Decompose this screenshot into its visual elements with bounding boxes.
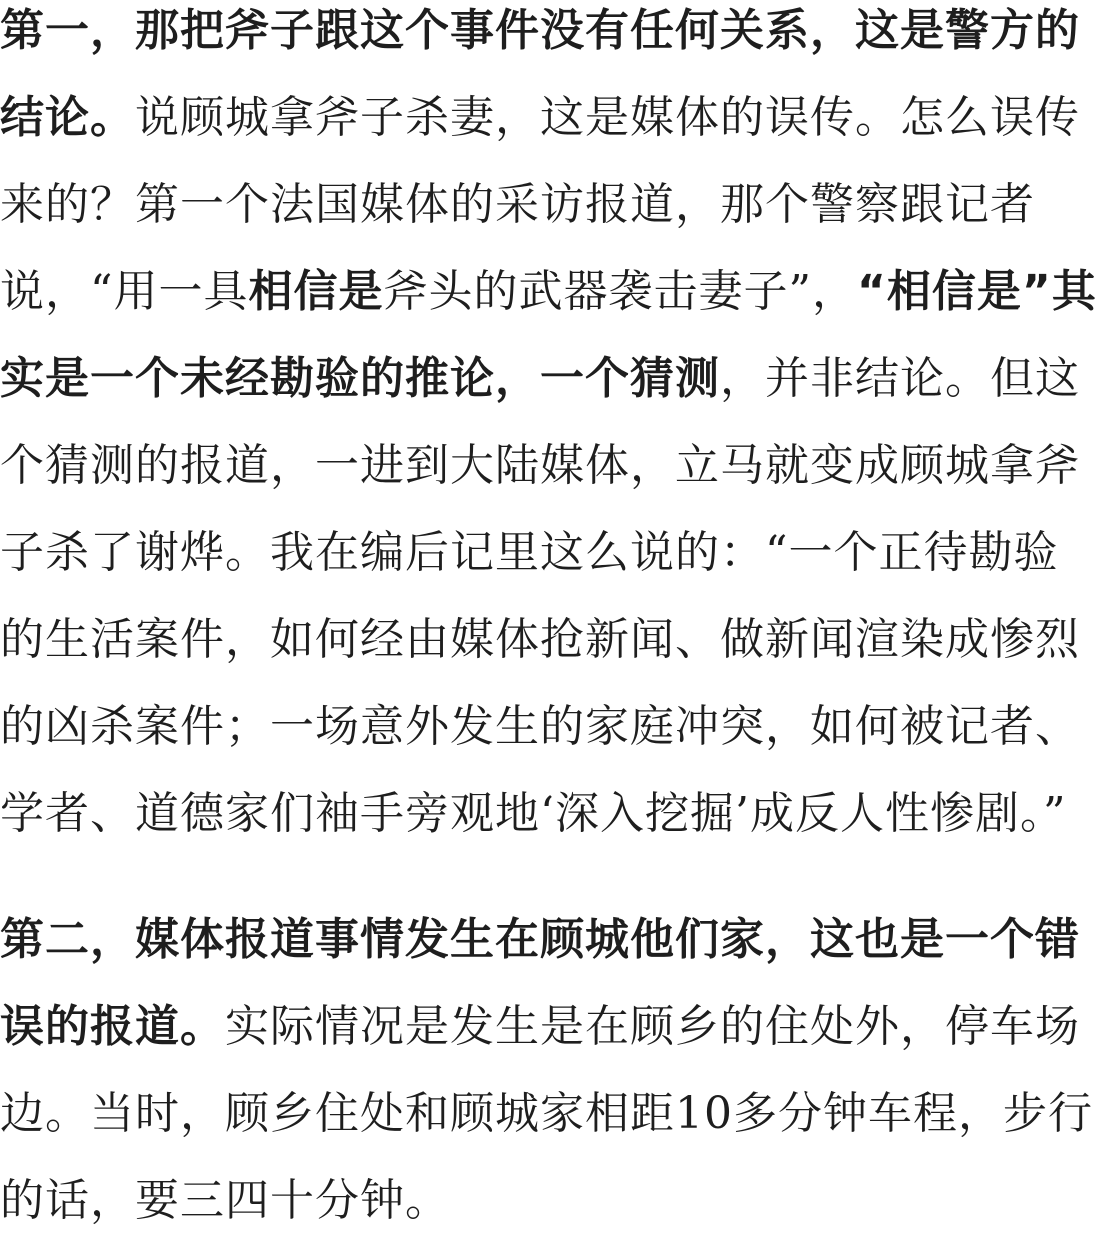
text-line [0,1,1080,61]
text-line [0,175,1035,235]
text-line [0,349,1080,409]
text-run: ，并非结论。但这 [720,353,1080,404]
text-run-bold: 结论。 [0,92,135,143]
text-line [0,784,1067,844]
text-run-bold: 误的报道。 [0,1001,225,1052]
text-line [0,910,1080,970]
text-line [0,436,1080,496]
text-run: 的生活案件，如何经由媒体抢新闻、做新闻渲染成惨烈 [0,614,1080,665]
text-run: 说，“用一具 [0,266,249,317]
text-run: 子杀了谢烨。我在编后记里这么说的：“一个正待勘验 [0,527,1059,578]
text-line [0,523,1059,583]
text-run-bold: 实是一个未经勘验的推论，一个猜测 [0,353,720,404]
text-run-bold: 相信是 [248,266,384,317]
text-run-bold: “相信是”其 [857,266,1097,317]
text-run: 实际情况是发生是在顾乡的住处外，停车场 [225,1001,1080,1052]
text-run: 个猜测的报道，一进到大陆媒体，立马就变成顾城拿斧 [0,440,1080,491]
text-run: 学者、道德家们袖手旁观地‘深入挖掘’成反人性惨剧。” [0,788,1067,839]
text-line [0,262,1097,322]
text-run: 说顾城拿斧子杀妻，这是媒体的误传。怎么误传 [135,92,1080,143]
text-line [0,997,1080,1057]
text-run: 斧头的武器袭击妻子”， [383,266,857,317]
text-run-bold: 第一，那把斧子跟这个事件没有任何关系，这是警方的 [0,5,1080,56]
text-run-bold: 第二，媒体报道事情发生在顾城他们家，这也是一个错 [0,914,1080,965]
text-run: 的话，要三四十分钟。 [0,1175,450,1226]
text-line [0,697,1080,757]
text-run: 来的？第一个法国媒体的采访报道，那个警察跟记者 [0,179,1035,230]
text-line [0,610,1080,670]
text-run: 边。当时，顾乡住处和顾城家相距10多分钟车程，步行 [0,1088,1093,1139]
text-line [0,1084,1093,1144]
text-line [0,1171,450,1231]
text-run: 的凶杀案件；一场意外发生的家庭冲突，如何被记者、 [0,701,1080,752]
text-line [0,88,1080,148]
